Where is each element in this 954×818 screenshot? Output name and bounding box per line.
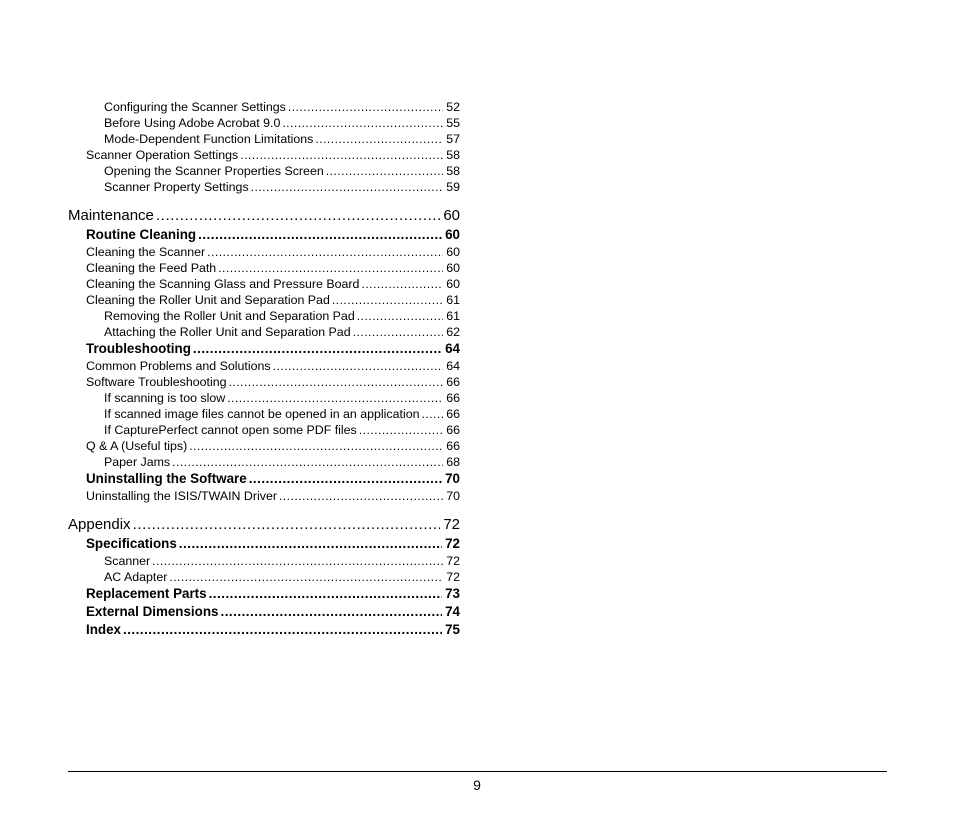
toc-entry-title: Scanner Operation Settings — [86, 148, 239, 162]
toc-entry-page: 60 — [445, 227, 460, 242]
toc-entry-page: 60 — [446, 245, 460, 259]
toc-entry-page: 72 — [446, 554, 460, 568]
toc-entry[interactable] — [68, 179, 460, 195]
dot-leader — [273, 358, 443, 374]
toc-entry-title: Routine Cleaning — [86, 227, 197, 242]
toc-entry[interactable] — [68, 470, 460, 488]
toc-entry-title: Before Using Adobe Acrobat 9.0 — [104, 116, 281, 130]
toc-entry-title: Troubleshooting — [86, 341, 191, 356]
dot-leader — [169, 569, 443, 585]
dot-leader — [189, 438, 443, 454]
dot-leader — [353, 324, 443, 340]
toc-entry[interactable] — [68, 569, 460, 585]
page-number: 9 — [473, 777, 481, 793]
toc-entry-title: Specifications — [86, 536, 177, 551]
toc-entry-page: 58 — [446, 148, 460, 162]
dot-leader — [172, 454, 443, 470]
toc-entry-title: AC Adapter — [104, 570, 168, 584]
dot-leader — [240, 147, 443, 163]
dot-leader — [359, 422, 443, 438]
toc-entry[interactable] — [68, 206, 460, 226]
toc-entry-page: 72 — [443, 516, 460, 533]
toc-entry-page: 55 — [446, 116, 460, 130]
table-of-contents — [68, 99, 460, 639]
toc-entry-page: 74 — [445, 604, 460, 619]
toc-entry[interactable] — [68, 515, 460, 535]
dot-leader — [315, 131, 443, 147]
toc-entry-title: Cleaning the Feed Path — [86, 261, 217, 275]
dot-leader — [207, 244, 443, 260]
toc-entry[interactable] — [68, 99, 460, 115]
toc-entry[interactable] — [68, 406, 460, 422]
footer-divider — [68, 771, 887, 772]
dot-leader — [227, 390, 443, 406]
dot-leader — [249, 470, 442, 488]
toc-entry-page: 70 — [445, 471, 460, 486]
dot-leader — [422, 406, 444, 422]
toc-entry-page: 66 — [446, 391, 460, 405]
toc-entry[interactable] — [68, 340, 460, 358]
toc-entry-title: Attaching the Roller Unit and Separation Pad — [104, 325, 351, 339]
toc-entry[interactable] — [68, 553, 460, 569]
toc-entry-title: Scanner Property Settings — [104, 180, 249, 194]
toc-entry[interactable] — [68, 276, 460, 292]
toc-entry[interactable] — [68, 308, 460, 324]
toc-entry[interactable] — [68, 260, 460, 276]
toc-entry-page: 57 — [446, 132, 460, 146]
toc-entry-page: 66 — [446, 375, 460, 389]
toc-entry-page: 72 — [446, 570, 460, 584]
toc-entry-title: If scanning is too slow — [104, 391, 226, 405]
toc-entry-title: Index — [86, 622, 121, 637]
toc-entry[interactable] — [68, 324, 460, 340]
toc-entry[interactable] — [68, 244, 460, 260]
toc-entry-page: 61 — [446, 309, 460, 323]
dot-leader — [198, 226, 442, 244]
toc-entry[interactable] — [68, 358, 460, 374]
dot-leader — [133, 515, 441, 535]
toc-entry-page: 64 — [445, 341, 460, 356]
toc-entry-title: Opening the Scanner Properties Screen — [104, 164, 324, 178]
toc-entry[interactable] — [68, 422, 460, 438]
toc-entry[interactable] — [68, 374, 460, 390]
toc-entry-page: 66 — [446, 439, 460, 453]
toc-entry-title: Cleaning the Scanning Glass and Pressure Board — [86, 277, 360, 291]
toc-entry-page: 68 — [446, 455, 460, 469]
toc-entry-title: Cleaning the Roller Unit and Separation Pad — [86, 293, 330, 307]
toc-entry[interactable] — [68, 292, 460, 308]
toc-entry-page: 60 — [443, 207, 460, 224]
dot-leader — [220, 603, 442, 621]
toc-entry-page: 66 — [446, 407, 460, 421]
toc-entry[interactable] — [68, 115, 460, 131]
toc-entry-title: Uninstalling the ISIS/TWAIN Driver — [86, 489, 277, 503]
toc-entry[interactable] — [68, 163, 460, 179]
toc-entry[interactable] — [68, 603, 460, 621]
toc-entry-title: Configuring the Scanner Settings — [104, 100, 286, 114]
toc-entry-page: 66 — [446, 423, 460, 437]
toc-entry-page: 70 — [446, 489, 460, 503]
toc-entry-title: External Dimensions — [86, 604, 219, 619]
dot-leader — [251, 179, 443, 195]
dot-leader — [209, 585, 443, 603]
dot-leader — [152, 553, 443, 569]
dot-leader — [282, 115, 443, 131]
toc-entry-title: Appendix — [68, 516, 131, 533]
toc-entry[interactable] — [68, 390, 460, 406]
dot-leader — [156, 206, 440, 226]
toc-entry-title: If CapturePerfect cannot open some PDF files — [104, 423, 357, 437]
dot-leader — [357, 308, 443, 324]
dot-leader — [332, 292, 443, 308]
toc-entry-title: Removing the Roller Unit and Separation Pad — [104, 309, 355, 323]
toc-entry-page: 72 — [445, 536, 460, 551]
toc-entry-page: 73 — [445, 586, 460, 601]
toc-entry[interactable] — [68, 535, 460, 553]
toc-entry-page: 64 — [446, 359, 460, 373]
dot-leader — [123, 621, 442, 639]
toc-entry-title: Paper Jams — [104, 455, 171, 469]
dot-leader — [229, 374, 443, 390]
toc-entry-page: 61 — [446, 293, 460, 307]
toc-entry-title: Scanner — [104, 554, 151, 568]
dot-leader — [288, 99, 443, 115]
toc-entry-title: Maintenance — [68, 207, 154, 224]
toc-entry-title: Mode-Dependent Function Limitations — [104, 132, 314, 146]
toc-entry-page: 52 — [446, 100, 460, 114]
dot-leader — [193, 340, 442, 358]
toc-entry[interactable] — [68, 131, 460, 147]
toc-entry-title: Replacement Parts — [86, 586, 207, 601]
toc-entry[interactable] — [68, 226, 460, 244]
toc-entry-page: 60 — [446, 261, 460, 275]
toc-entry-page: 60 — [446, 277, 460, 291]
toc-entry[interactable] — [68, 438, 460, 454]
toc-entry[interactable] — [68, 454, 460, 470]
toc-entry-title: Cleaning the Scanner — [86, 245, 206, 259]
toc-entry-page: 58 — [446, 164, 460, 178]
toc-entry-page: 75 — [445, 622, 460, 637]
dot-leader — [218, 260, 443, 276]
toc-entry-page: 59 — [446, 180, 460, 194]
toc-entry-page: 62 — [446, 325, 460, 339]
dot-leader — [279, 488, 443, 504]
toc-entry-title: Software Troubleshooting — [86, 375, 227, 389]
toc-entry-title: Uninstalling the Software — [86, 471, 247, 486]
dot-leader — [361, 276, 443, 292]
dot-leader — [179, 535, 442, 553]
toc-entry[interactable] — [68, 147, 460, 163]
toc-entry[interactable] — [68, 621, 460, 639]
toc-entry[interactable] — [68, 585, 460, 603]
toc-entry-title: Q & A (Useful tips) — [86, 439, 188, 453]
dot-leader — [326, 163, 443, 179]
toc-entry-title: Common Problems and Solutions — [86, 359, 271, 373]
toc-entry[interactable] — [68, 488, 460, 504]
toc-entry-title: If scanned image files cannot be opened in an application — [104, 407, 420, 421]
